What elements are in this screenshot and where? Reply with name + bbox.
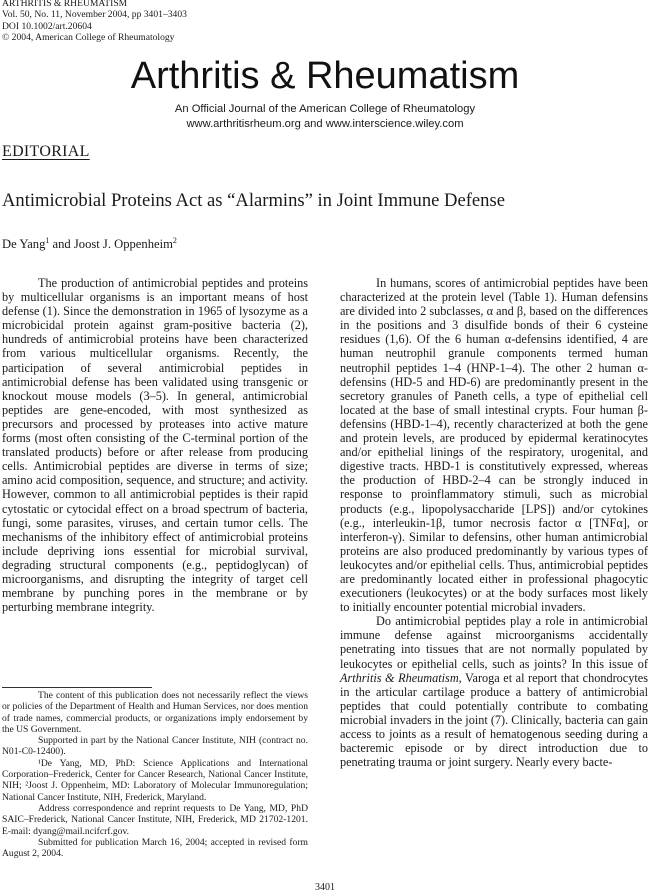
paragraph-text: Do antimicrobial peptides play a role in antimicrobial immune defense against microorganisms accidentally penetrating into tissues that are not normally populated by leukocytes or epithelial cells, such as joints? In this issue of bbox=[340, 614, 648, 671]
paragraph-text: , Varoga et al report that chondrocytes in the articular cartilage produce a battery of antimicrobial peptides that could potentially contribute to combating microbial invaders in the joint (7). Clinically, bacteria can gain access to joints as a result of hematogenous seeding during a bacteremic episode or by direct introduction due to penetrating trauma or joint surgery. Nearly every bacte- bbox=[340, 670, 648, 770]
masthead-subtitle bbox=[0, 102, 650, 132]
body-paragraph bbox=[340, 614, 648, 769]
article-title: Antimicrobial Proteins Act as “Alarmins” in Joint Immune Defense bbox=[2, 190, 505, 211]
journal-name-italic: Arthritis & Rheumatism bbox=[340, 670, 459, 685]
author-affiliation-mark: 1 bbox=[45, 236, 50, 245]
footnote: Supported in part by the National Cancer Institute, NIH (contract no. N01-C0-12400). bbox=[2, 735, 308, 758]
footnote: The content of this publication does not necessarily reflect the views or policies of the Department of Health and Human Services, nor does mention of trade names, commercial products, or organizations imply endorsement by the US Government. bbox=[2, 690, 308, 735]
footnote: Address correspondence and reprint requests to De Yang, MD, PhD SAIC–Frederick, National Cancer Institute, NIH, Frederick, MD 21702-1201. E-mail: dyang@mail.ncifcrf.gov. bbox=[2, 802, 308, 837]
author-affiliation-mark: 2 bbox=[172, 236, 177, 245]
footnote-divider bbox=[2, 687, 152, 688]
body-column-left bbox=[2, 276, 308, 614]
author-name: De Yang bbox=[2, 237, 46, 251]
journal-meta bbox=[2, 0, 187, 44]
body-paragraph: In humans, scores of antimicrobial peptides have been characterized at the protein level (Table 1). Human defensins are divided into 2 subclasses, α and β, based on the differences in the positions and 3 disulfide bonds of their 6 cysteine residues (1,6). Of the 6 human α-defensins identified, 4 are human neutrophil granule components termed human neutrophil peptides 1–4 (HNP-1–4). The other 2 human α-defensins (HD-5 and HD-6) are predominantly present in the secretory granules of Paneth cells, a type of epithelial cell located at the base of small intestinal crypts. Four human β-defensins (HBD-1–4), recently characterized at both the gene and protein levels, are produced by epidermal keratinocytes and/or epithelial linings of the respiratory, urogenital, and digestive tracts. HBD-1 is constitutively expressed, whereas the production of HBD-2–4 can be strongly induced in response to proinflammatory stimuli, such as microbial products (e.g., lipopolysaccharide [LPS]) and/or cytokines (e.g., interleukin-1β, tumor necrosis factor α [TNFα], or interferon-γ). Similar to defensins, other human antimicrobial proteins are also produced predominantly by various types of leukocytes and/or epithelial cells. Thus, antimicrobial peptides are predominantly located either in professional phagocytic executioners (leukocytes) or at the body surfaces most likely to initially encounter potential microbial invaders. bbox=[340, 276, 648, 615]
journal-title: Arthritis & Rheumatism bbox=[130, 55, 520, 97]
author-name: Joost J. Oppenheim bbox=[73, 237, 173, 251]
journal-tagline: An Official Journal of the American College of Rheumatology bbox=[174, 103, 476, 115]
page-number: 3401 bbox=[315, 882, 335, 893]
footnote: ¹De Yang, MD, PhD: Science Applications and International Corporation–Frederick, Center for Cancer Research, National Cancer Institute, NIH; ²Joost J. Oppenheim, MD: Laboratory of Molecular Immunoregulation; National Cancer Institute, NIH, Frederick, Maryland. bbox=[2, 757, 308, 803]
footnotes bbox=[2, 690, 308, 859]
journal-caps: ARTHRITIS & RHEUMATISM bbox=[2, 0, 128, 9]
body-column-right bbox=[340, 276, 648, 769]
body-paragraph: The production of antimicrobial peptides and proteins by multicellular organisms is an important means of host defense (1). Since the demonstration in 1965 of lysozyme as a microbicidal protein against gram-positive bacteria (2), hundreds of antimicrobial proteins have been characterized from various multicellular organisms. Recently, the participation of several antimicrobial peptides in antimicrobial defense has been validated using transgenic or knockout mouse models (3–5). In general, antimicrobial peptides are gene-encoded, with most synthesized as precursors and processed by proteases into active mature forms (most often consisting of the C-terminal portion of the translated products) before or after release from producing cells. Antimicrobial peptides are diverse in terms of size; amino acid composition, sequence, and structure; and activity. However, common to all antimicrobial peptides is their rapid cytostatic or cytocidal effect on a broad spectrum of bacteria, fungi, some parasites, viruses, and certain tumor cells. The mechanisms of the inhibitory effect of antimicrobial proteins include depriving ions essential for microbial survival, degrading structural components (e.g., peptidoglycan) of microorganisms, and disrupting the integrity of target cell membrane by punching pores in the membrane or by perturbing membrane integrity. bbox=[2, 276, 308, 615]
volume-info: Vol. 50, No. 11, November 2004, pp 3401–3403 bbox=[2, 9, 187, 21]
copyright: © 2004, American College of Rheumatology bbox=[2, 32, 175, 44]
section-label: EDITORIAL bbox=[2, 143, 90, 160]
doi: DOI 10.1002/art.20604 bbox=[2, 20, 92, 32]
author-line bbox=[2, 236, 177, 252]
journal-websites: www.arthritisrheum.org and www.interscience.wiley.com bbox=[186, 118, 464, 130]
author-separator: and bbox=[49, 237, 74, 251]
footnote: Submitted for publication March 16, 2004; accepted in revised form August 2, 2004. bbox=[2, 836, 308, 860]
